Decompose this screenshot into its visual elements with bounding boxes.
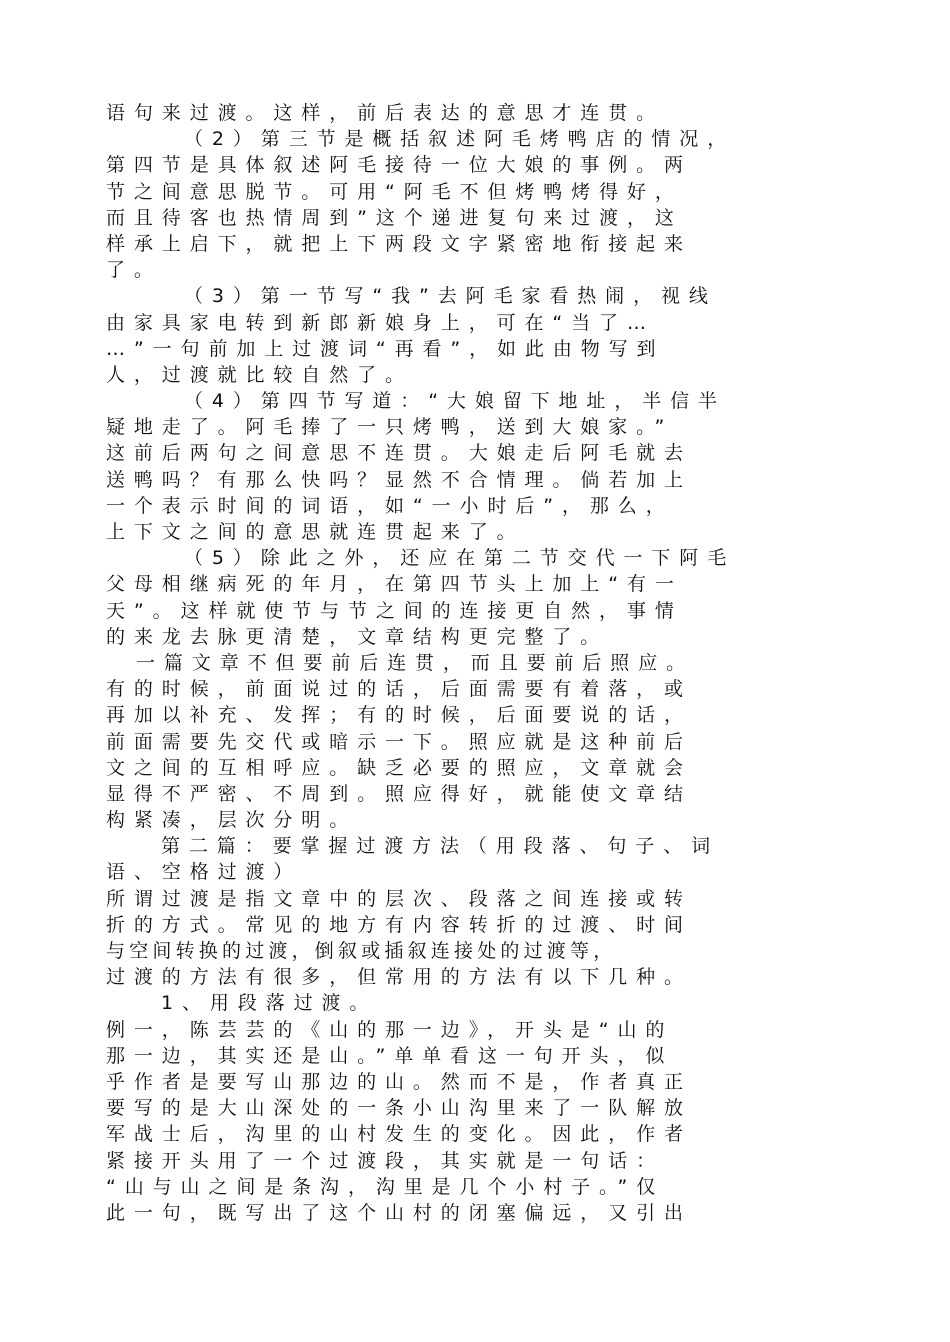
text-line: 那一边，其实还是山。”单单看这一句开头，似 xyxy=(106,1044,674,1067)
text-line: 紧接开头用了一个过渡段，其实就是一句话： xyxy=(106,1149,665,1172)
text-line: 这前后两句之间意思不连贯。大娘走后阿毛就去 xyxy=(106,442,692,465)
text-line: 了。 xyxy=(106,259,162,282)
text-line: 疑地走了。阿毛捧了一只烤鸭，送到大娘家。” xyxy=(106,416,674,439)
text-line: 节之间意思脱节。可用“阿毛不但烤鸭烤得好， xyxy=(106,180,683,203)
text-line: 要写的是大山深处的一条小山沟里来了一队解放 xyxy=(106,1097,692,1120)
text-line: 语句来过渡。这样，前后表达的意思才连贯。 xyxy=(106,102,665,124)
text-line: 有的时候，前面说过的话，后面需要有着落，或 xyxy=(106,678,692,701)
text-line: 父母相继病死的年月，在第四节头上加上“有一 xyxy=(106,573,683,596)
text-line: 再加以补充、发挥；有的时候，后面要说的话， xyxy=(106,704,692,727)
section-heading: 第二篇：要掌握过渡方法（用段落、句子、词 xyxy=(161,835,720,858)
text-line: 第四节是具体叙述阿毛接待一位大娘的事例。两 xyxy=(106,154,692,177)
text-line: 此一句，既写出了这个山村的闭塞偏远，又引出 xyxy=(106,1201,692,1224)
text-line: 上下文之间的意思就连贯起来了。 xyxy=(106,521,525,543)
text-line: 人，过渡就比较自然了。 xyxy=(106,363,413,386)
text-line: 乎作者是要写山那边的山。然而不是，作者真正 xyxy=(106,1070,692,1093)
text-line: 前面需要先交代或暗示一下。照应就是这种前后 xyxy=(106,730,692,753)
text-line: 例一，陈芸芸的《山的那一边》，开头是“山的 xyxy=(106,1018,674,1041)
text-line: 由家具家电转到新郎新娘身上，可在“当了… xyxy=(106,311,655,334)
text-line: 所谓过渡是指文章中的层次、段落之间连接或转 xyxy=(106,887,692,910)
text-line: （5）除此之外，还应在第二节交代一下阿毛 xyxy=(184,547,736,570)
text-line: 构紧凑，层次分明。 xyxy=(106,809,358,832)
text-line: 一个表示时间的词语，如“一小时后”，那么， xyxy=(106,494,674,517)
subheading: 1、用段落过渡。 xyxy=(161,992,378,1015)
text-line: （2）第三节是概括叙述阿毛烤鸭店的情况， xyxy=(184,128,736,151)
text-line: 送鸭吗？有那么快吗？显然不合情理。倘若加上 xyxy=(106,468,692,491)
text-line: 天”。这样就使节与节之间的连接更自然，事情 xyxy=(106,599,683,622)
text-line: …”一句前加上过渡词“再看”，如此由物写到 xyxy=(106,337,665,360)
text-column xyxy=(106,100,830,1226)
text-line: 过渡的方法有很多，但常用的方法有以下几种。 xyxy=(106,966,692,989)
text-line: 折的方式。常见的地方有内容转折的过渡、时间 xyxy=(106,913,692,936)
text-line: （4）第四节写道：“大娘留下地址，半信半 xyxy=(184,390,726,413)
text-line: 样承上启下，就把上下两段文字紧密地衔接起来 xyxy=(106,232,692,255)
text-line: 与空间转换的过渡，倒叙或插叙连接处的过渡等， xyxy=(106,940,617,962)
text-line: 显得不严密、不周到。照应得好，就能使文章结 xyxy=(106,782,692,805)
text-line: 的来龙去脉更清楚，文章结构更完整了。 xyxy=(106,625,609,648)
text-line: 而且待客也热情周到”这个递进复句来过渡，这 xyxy=(106,206,683,229)
text-line: 一篇文章不但要前后连贯，而且要前后照应。 xyxy=(136,651,695,674)
text-line: （3）第一节写“我”去阿毛家看热闹，视线 xyxy=(184,285,717,308)
text-line: 军战士后，沟里的山村发生的变化。因此，作者 xyxy=(106,1123,692,1146)
text-line: 文之间的互相呼应。缺乏必要的照应，文章就会 xyxy=(106,756,692,779)
text-line: 语、空格过渡） xyxy=(106,861,302,884)
text-line: “山与山之间是条沟，沟里是几个小村子。”仅 xyxy=(106,1175,665,1198)
